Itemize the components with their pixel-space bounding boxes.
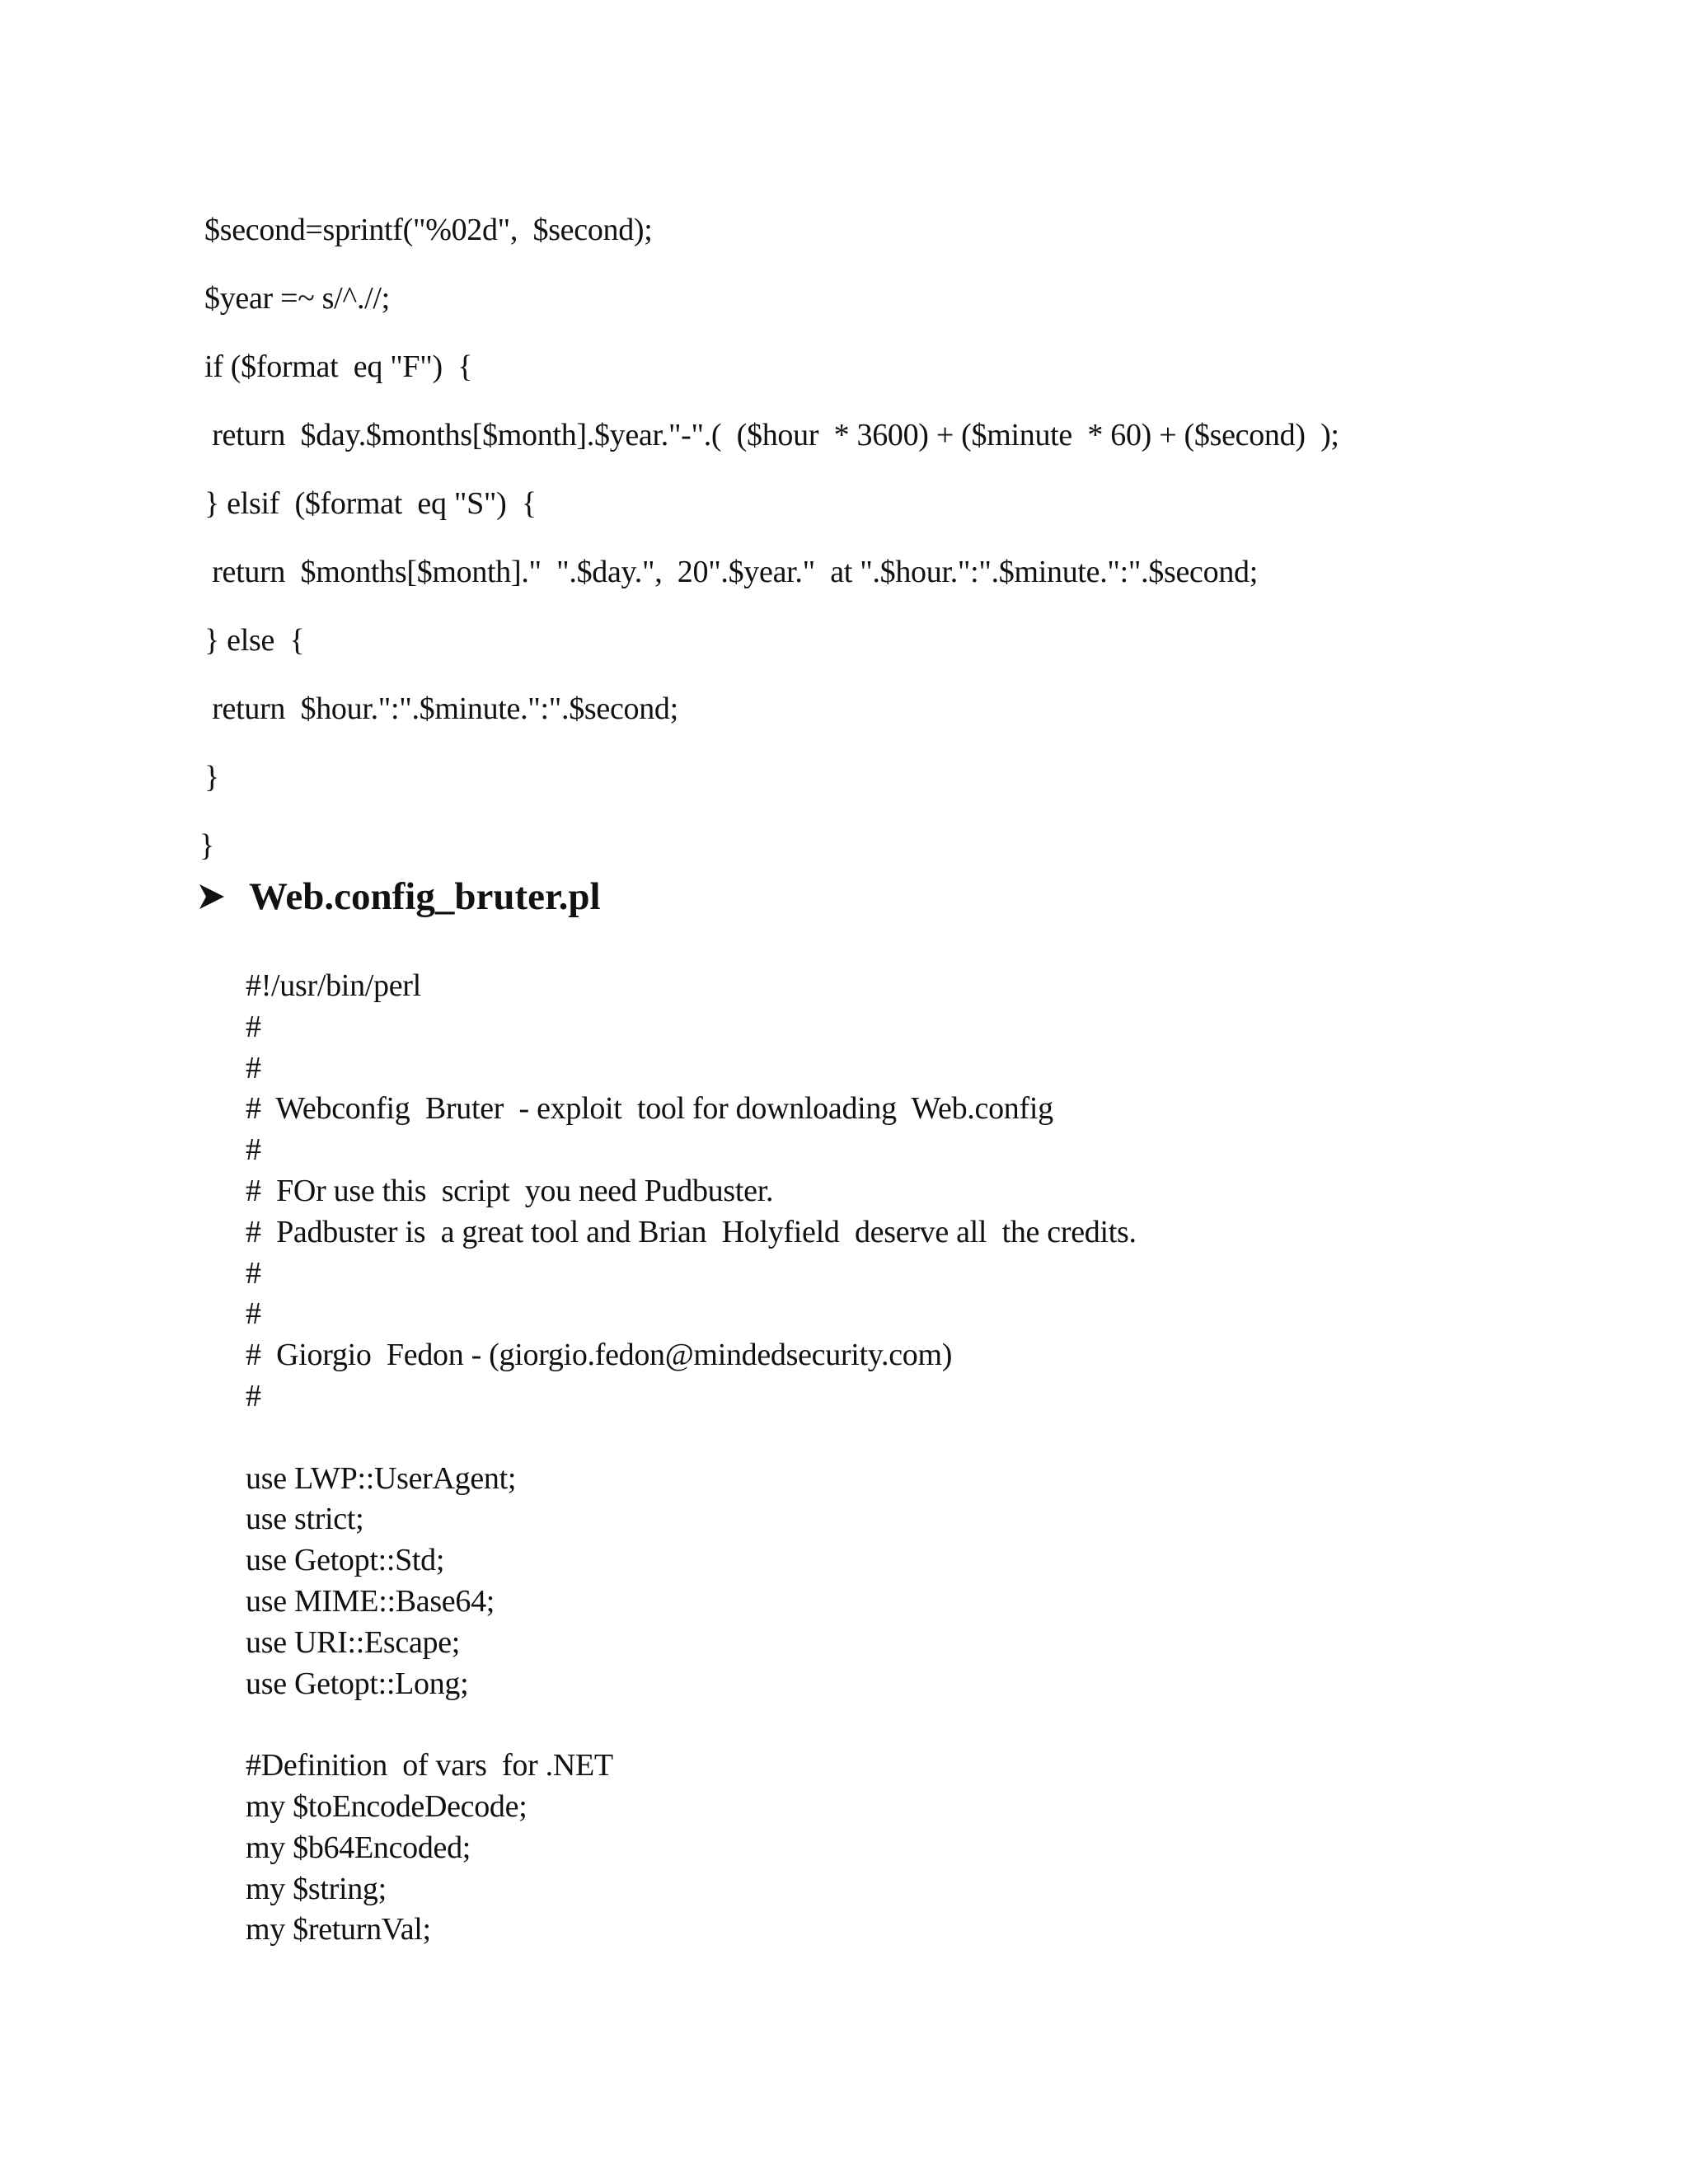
code-line: use strict; [246, 1502, 364, 1537]
code-line: return $hour.":".$minute.":".$second; [204, 691, 678, 726]
code-line: return $day.$months[$month].$year."-".( ($hour * 3600) + ($minute * 60) + ($second) ); [204, 418, 1339, 452]
code-line: return $months[$month]." ".$day.", 20".$year." at ".$hour.":".$minute.":".$second; [204, 555, 1258, 589]
code-line: use Getopt::Long; [246, 1666, 469, 1701]
code-block-script [246, 966, 1137, 1951]
code-line: } elsif ($format eq "S") { [204, 486, 537, 521]
code-line: } [204, 760, 219, 794]
section-title: Web.config_bruter.pl [249, 875, 601, 918]
code-line: my $returnVal; [246, 1912, 431, 1947]
code-line: use Getopt::Std; [246, 1543, 445, 1578]
code-line: # [246, 1296, 261, 1332]
code-line: $second=sprintf("%02d", $second); [204, 213, 653, 247]
code-line: } else { [204, 623, 305, 658]
code-line: # [246, 1255, 261, 1291]
code-line: # Webconfig Bruter - exploit tool for downloading Web.config [246, 1091, 1053, 1127]
code-line: # Padbuster is a great tool and Brian Holyfield deserve all the credits. [246, 1214, 1137, 1249]
code-line [246, 1704, 1137, 1746]
code-line: if ($format eq "F") { [204, 349, 473, 384]
code-line: my $toEncodeDecode; [246, 1788, 528, 1824]
code-line: # [246, 1378, 261, 1413]
code-line: use LWP::UserAgent; [246, 1460, 517, 1496]
code-line: # Giorgio Fedon - (giorgio.fedon@mindedsecurity.com) [246, 1338, 953, 1373]
code-line: use MIME::Base64; [246, 1583, 495, 1619]
section-heading [198, 872, 601, 921]
arrow-bullet-icon [198, 883, 226, 911]
code-line: my $string; [246, 1871, 387, 1906]
code-line: # [246, 1050, 261, 1085]
code-line: #Definition of vars for .NET [246, 1748, 613, 1783]
code-line [246, 1418, 1137, 1459]
code-line: # [246, 1009, 261, 1044]
code-line: # [246, 1132, 261, 1168]
code-line: use URI::Escape; [246, 1624, 461, 1660]
code-line: # FOr use this script you need Pudbuster. [246, 1173, 774, 1208]
code-line: #!/usr/bin/perl [246, 968, 421, 1003]
code-line: } [199, 828, 214, 863]
code-line: my $b64Encoded; [246, 1830, 471, 1865]
code-line: $year =~ s/^.//; [204, 281, 390, 316]
code-block-top [199, 196, 1339, 880]
